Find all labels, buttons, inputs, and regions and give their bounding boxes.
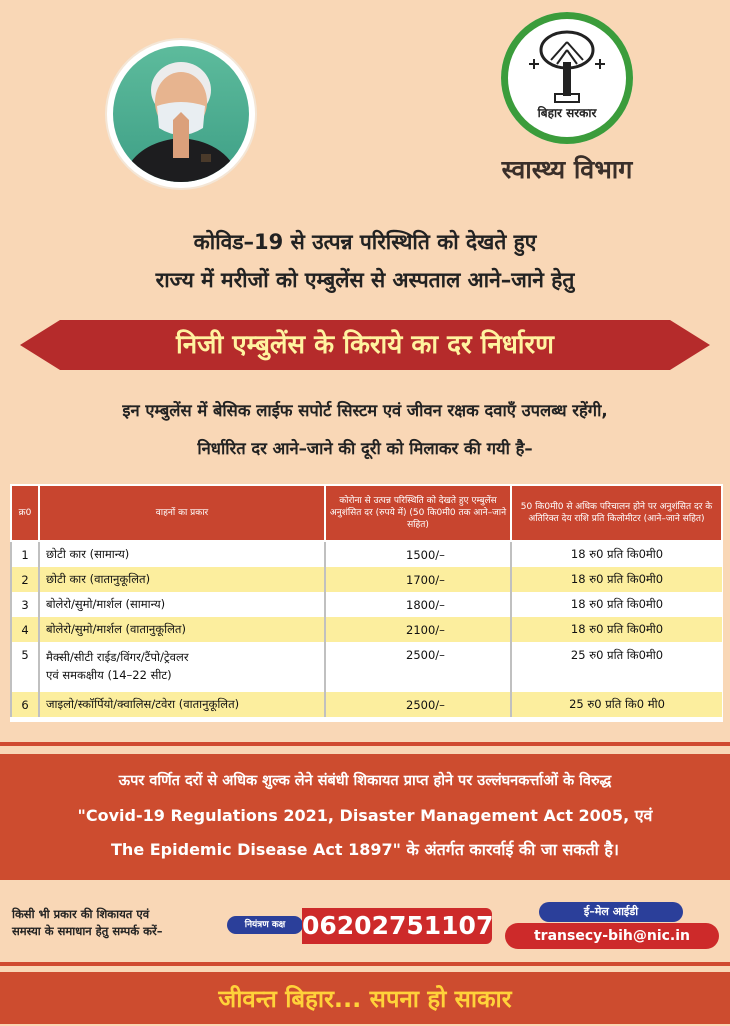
official-portrait [107, 40, 255, 188]
contact-label-line2: समस्या के समाधान हेतु सम्पर्क करें– [12, 924, 163, 938]
table-row [11, 642, 722, 692]
cell-rate: 1500/– [325, 541, 511, 567]
title-banner [20, 320, 710, 370]
cell-no: 1 [11, 541, 39, 567]
divider-line [0, 742, 730, 746]
cell-rate: 2100/– [325, 617, 511, 642]
contact-label [12, 906, 222, 940]
department-name: स्वास्थ्य विभाग [501, 155, 633, 184]
cell-no: 4 [11, 617, 39, 642]
cell-no: 6 [11, 692, 39, 717]
cell-rate: 2500/– [325, 642, 511, 692]
phone-number[interactable]: 06202751107 [302, 908, 492, 944]
cell-vehicle-line1: मैक्सी/सीटी राईड/विंगर/टैंपो/ट्रेवलर [46, 650, 189, 664]
header-rate: कोरोना से उत्पन्न परिस्थिति को देखते हुए एम्बुलेंस अनुशंसित दर (रुपये में) (50 कि0मी0 तक आने–जाने सहित) [325, 485, 511, 541]
cell-extra: 18 रु0 प्रति कि0मी0 [511, 592, 722, 617]
cell-extra: 18 रु0 प्रति कि0मी0 [511, 617, 722, 642]
table-row [11, 541, 722, 567]
cell-vehicle-line2: एवं समकक्षीय (14–22 सीट) [46, 668, 172, 682]
header-extra: 50 कि0मी0 से अधिक परिचालन होने पर अनुशंसित दर के अतिरिक्त देय राशि प्रति किलोमीटर (आने–जाने सहित) [511, 485, 722, 541]
cell-vehicle: छोटी कार (वातानुकूलित) [39, 567, 325, 592]
cell-no: 3 [11, 592, 39, 617]
cell-no: 2 [11, 567, 39, 592]
cell-rate: 1800/– [325, 592, 511, 617]
cell-rate: 1700/– [325, 567, 511, 592]
cell-vehicle: छोटी कार (सामान्य) [39, 541, 325, 567]
cell-extra: 25 रु0 प्रति कि0मी0 [511, 642, 722, 692]
table-row [11, 692, 722, 717]
notice-line2: "Covid-19 Regulations 2021, Disaster Management Act 2005, एवं [77, 806, 653, 825]
notice-line3: The Epidemic Disease Act 1897" के अंतर्गत कारर्वाई की जा सकती है। [111, 840, 619, 859]
bihar-government-logo [501, 12, 633, 144]
legal-notice [0, 754, 730, 880]
headline-line2: राज्य में मरीजों को एम्बुलेंस से अस्पताल आने–जाने हेतु [155, 268, 575, 292]
cell-extra: 18 रु0 प्रति कि0मी0 [511, 541, 722, 567]
cell-vehicle: बोलेरो/सुमो/मार्शल (सामान्य) [39, 592, 325, 617]
banner-title: निजी एम्बुलेंस के किराये का दर निर्धारण [176, 330, 554, 360]
notice-line1: ऊपर वर्णित दरों से अधिक शुल्क लेने संबंधी शिकायत प्राप्त होने पर उल्लंघनकर्त्ताओं के विरुद्ध [118, 773, 612, 789]
cell-no: 5 [11, 642, 39, 692]
cell-vehicle: जाइलो/स्कॉर्पियो/क्वालिस/टवेरा (वातानुकूलित) [39, 692, 325, 717]
cell-extra: 25 रु0 प्रति कि0 मी0 [511, 692, 722, 717]
header-serial: क्र0 [11, 485, 39, 541]
logo-text: बिहार सरकार [537, 106, 597, 120]
intro-line1: इन एम्बुलेंस में बेसिक लाईफ सपोर्ट सिस्टम एवं जीवन रक्षक दवाएँ उपलब्ध रहेंगी, [122, 401, 608, 420]
email-label-badge: ई–मेल आईडी [539, 902, 683, 922]
rate-table [10, 484, 723, 722]
header-vehicle: वाहनों का प्रकार [39, 485, 325, 541]
cell-vehicle: बोलेरो/सुमो/मार्शल (वातानुकूलित) [39, 617, 325, 642]
table-row [11, 567, 722, 592]
footer-slogan: जीवन्त बिहार... सपना हो साकार [0, 972, 730, 1024]
contact-label-line1: किसी भी प्रकार की शिकायत एवं [12, 907, 150, 921]
table-row [11, 592, 722, 617]
intro-line2: निर्धारित दर आने–जाने की दूरी को मिलाकर की गयी है– [197, 439, 533, 458]
control-room-badge: नियंत्रण कक्ष [227, 916, 303, 934]
table-row [11, 617, 722, 642]
cell-extra: 18 रु0 प्रति कि0मी0 [511, 567, 722, 592]
cell-rate: 2500/– [325, 692, 511, 717]
footer-divider [0, 962, 730, 966]
email-address[interactable]: transecy-bih@nic.in [505, 923, 719, 949]
cell-vehicle [39, 642, 325, 692]
headline-line1: कोविड–19 से उत्पन्न परिस्थिति को देखते हुए [193, 230, 537, 254]
